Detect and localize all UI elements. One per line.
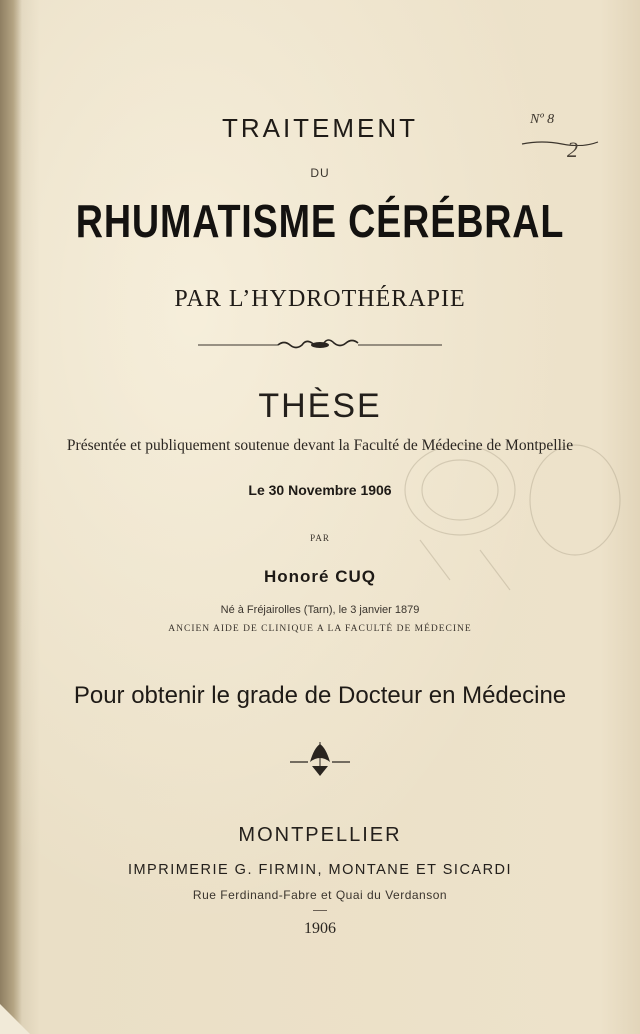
ornamental-rule [198, 339, 442, 351]
defense-date: Le 30 Novembre 1906 [248, 482, 392, 498]
folded-corner [0, 1004, 30, 1034]
document-type: THÈSE [258, 387, 382, 425]
degree-purpose: Pour obtenir le grade de Docteur en Médecine [73, 682, 567, 709]
fleuron-ornament [288, 740, 352, 780]
presentation-line: Présentée et publiquement soutenue devant la Faculté de Médecine de Montpellie [66, 437, 574, 454]
author-birth: Né à Fréjairolles (Tarn), le 3 janvier 1879 [220, 604, 420, 616]
title-line-du: DU [310, 166, 330, 180]
printer-name: IMPRIMERIE G. FIRMIN, MONTANE ET SICARDI [127, 862, 513, 878]
by-label: PAR [310, 533, 330, 543]
title-line-traitement: TRAITEMENT [221, 113, 419, 143]
publisher-city: MONTPELLIER [238, 824, 402, 846]
subtitle: PAR L’HYDROTHÉRAPIE [174, 286, 466, 312]
shelf-mark-number: Nº 8 [530, 112, 555, 127]
short-rule [313, 910, 327, 911]
publication-year: 1906 [304, 920, 336, 937]
author-name: Honoré CUQ [264, 567, 376, 586]
main-title: RHUMATISME CÉRÉBRAL [75, 195, 565, 247]
author-former-role: ANCIEN AIDE DE CLINIQUE A LA FACULTÉ DE MÉDECINE [168, 624, 472, 634]
shelf-mark-digit: 2 [567, 137, 578, 162]
printer-address: Rue Ferdinand-Fabre et Quai du Verdanson [192, 888, 448, 902]
book-spine-shadow [0, 0, 22, 1034]
shelf-mark-underline [520, 140, 600, 146]
